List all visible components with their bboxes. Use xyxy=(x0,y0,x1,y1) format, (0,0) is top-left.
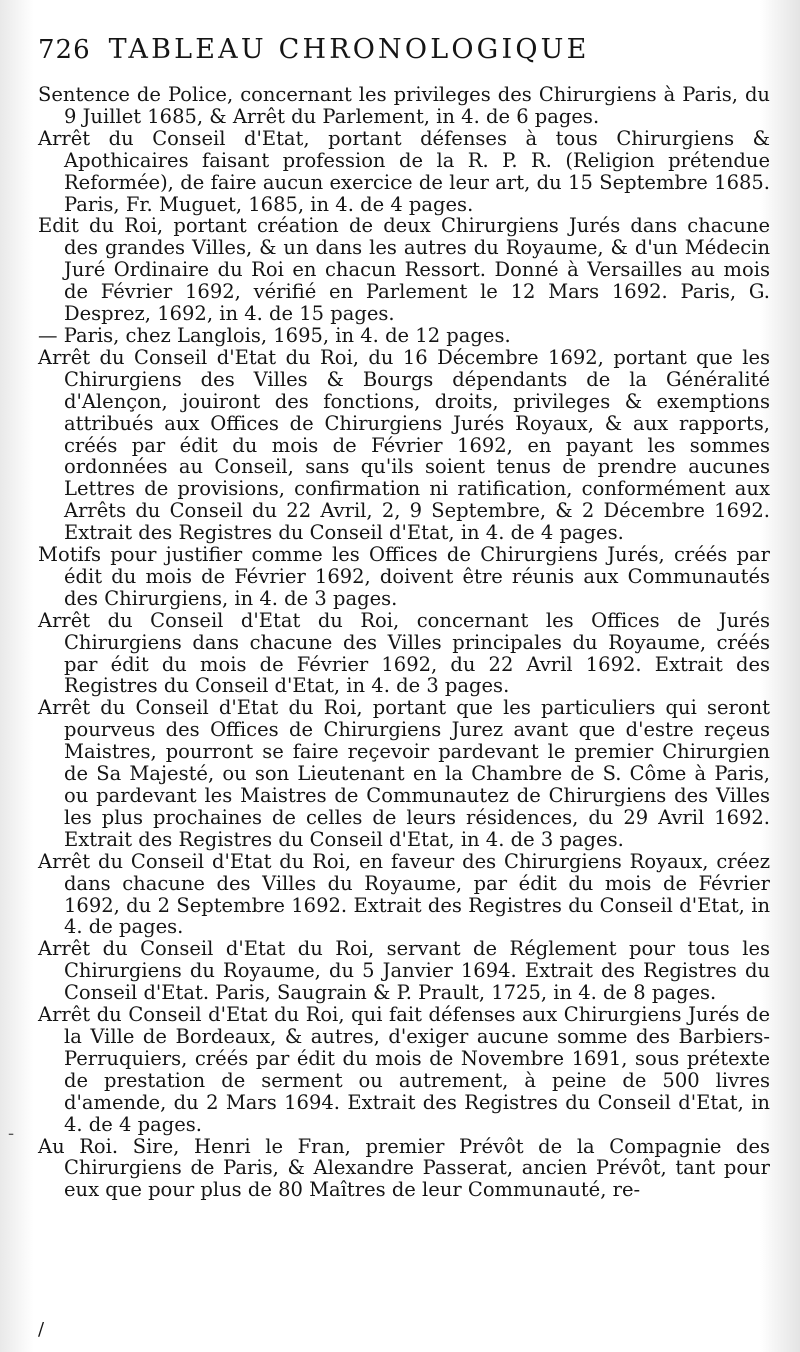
entry-arret-reglement: Arrêt du Conseil d'Etat du Roi, servant de Réglement pour tous les Chirurgiens du Royaume, du 5 Janvier 1694. Extrait des Registres du Conseil d'Etat. Paris, Saugrain & P. Prault, 1725, in 4. de 8 pages. xyxy=(38,937,770,1005)
entry-arret-offices-jures: Arrêt du Conseil d'Etat du Roi, concernant les Offices de Jurés Chirurgiens dans chacune des Villes principales du Royaume, créés par édit du mois de Février 1692, du 22 Avril 1692. Extrait des Registres du Conseil d'Etat, in 4. de 3 pages. xyxy=(38,608,770,698)
entry-sentence-police: Sentence de Police, concernant les privileges des Chirurgiens à Paris, du 9 Juillet 1685, & Arrêt du Parlement, in 4. de 6 pages. xyxy=(38,83,770,128)
folio-mark: / xyxy=(38,1319,45,1340)
entry-arret-particuliers: Arrêt du Conseil d'Etat du Roi, portant que les particuliers qui seront pourveus des Offices de Chirurgiens Jurez avant que d'estre reçeus Maistres, pourront se faire reçevoir pardevant le premier Chirurgien de Sa Majesté, ou son Lieutenant en la Chambre de S. Côme à Paris, ou pardevant les Maistres de Communautez de Chirurgiens des Villes les plus prochaines de celles de leurs résidences, du 29 Avril 1692. Extrait des Registres du Conseil d'Etat, in 4. de 3 pages. xyxy=(38,696,770,851)
entry-arret-apothicaires: Arrêt du Conseil d'Etat, portant défenses à tous Chirurgiens & Apothicaires faisant profession de la R. P. R. (Religion prétendue Reformée), de faire aucun exercice de leur art, du 15 Septembre 1685. Paris, Fr. Muguet, 1685, in 4. de 4 pages. xyxy=(38,126,770,216)
entry-arret-alencon: Arrêt du Conseil d'Etat du Roi, du 16 Décembre 1692, portant que les Chirurgiens des Villes & Bourgs dépendants de la Généralité d'Alençon, jouiront des fonctions, droits, privileges & exemptions attribués aux Offices de Chirurgiens Jurés Royaux, & aux rapports, créés par édit du mois de Février 1692, en payant les sommes ordonnées au Conseil, sans qu'ils soient tenus de prendre aucunes Lettres de provisions, confirmation ni ratification, conformément aux Arrêts du Conseil du 22 Avril, 2, 9 Septembre, & 2 Décembre 1692. Extrait des Registres du Conseil d'Etat, in 4. de 4 pages. xyxy=(38,345,770,545)
entry-motifs: Motifs pour justifier comme les Offices de Chirurgiens Jurés, créés par édit du mois de Février 1692, doivent être réunis aux Communautés des Chirurgiens, in 4. de 3 pages. xyxy=(38,543,770,610)
entry-list xyxy=(38,84,770,1201)
entry-au-roi: Au Roi. Sire, Henri le Fran, premier Prévôt de la Compagnie des Chirurgiens de Paris, & Alexandre Passerat, ancien Prévôt, tant pour eux que pour plus de 80 Maîtres de leur Communauté, re- xyxy=(38,1134,770,1202)
entry-arret-bordeaux: Arrêt du Conseil d'Etat du Roi, qui fait défenses aux Chirurgiens Jurés de la Ville de Bordeaux, & autres, d'exiger aucune somme des Barbiers-Perruquiers, créés par édit du mois de Novembre 1691, sous prétexte de prestation de serment ou autrement, à peine de 500 livres d'amende, du 2 Mars 1694. Extrait des Registres du Conseil d'Etat, in 4. de 4 pages. xyxy=(38,1003,770,1136)
running-title: TABLEAU CHRONOLOGIQUE xyxy=(108,34,590,65)
margin-mark: - xyxy=(8,1123,15,1144)
page-number: 726 xyxy=(38,35,91,65)
entry-langlois-edition: — Paris, chez Langlois, 1695, in 4. de 12 pages. xyxy=(38,323,511,347)
entry-edit-roi: Edit du Roi, portant création de deux Chirurgiens Jurés dans chacune des grandes Villes, & un dans les autres du Royaume, & d'un Médecin Juré Ordinaire du Roi en chacun Ressort. Donné à Versailles au mois de Février 1692, vérifié en Parlement le 12 Mars 1692. Paris, G. Desprez, 1692, in 4. de 15 pages. xyxy=(38,214,770,326)
entry-arret-chirurgiens-royaux: Arrêt du Conseil d'Etat du Roi, en faveur des Chirurgiens Royaux, créez dans chacune des Villes du Royaume, par édit du mois de Février 1692, du 2 Septembre 1692. Extrait des Registres du Conseil d'Etat, in 4. de pages. xyxy=(38,849,770,939)
page-header xyxy=(38,34,770,78)
